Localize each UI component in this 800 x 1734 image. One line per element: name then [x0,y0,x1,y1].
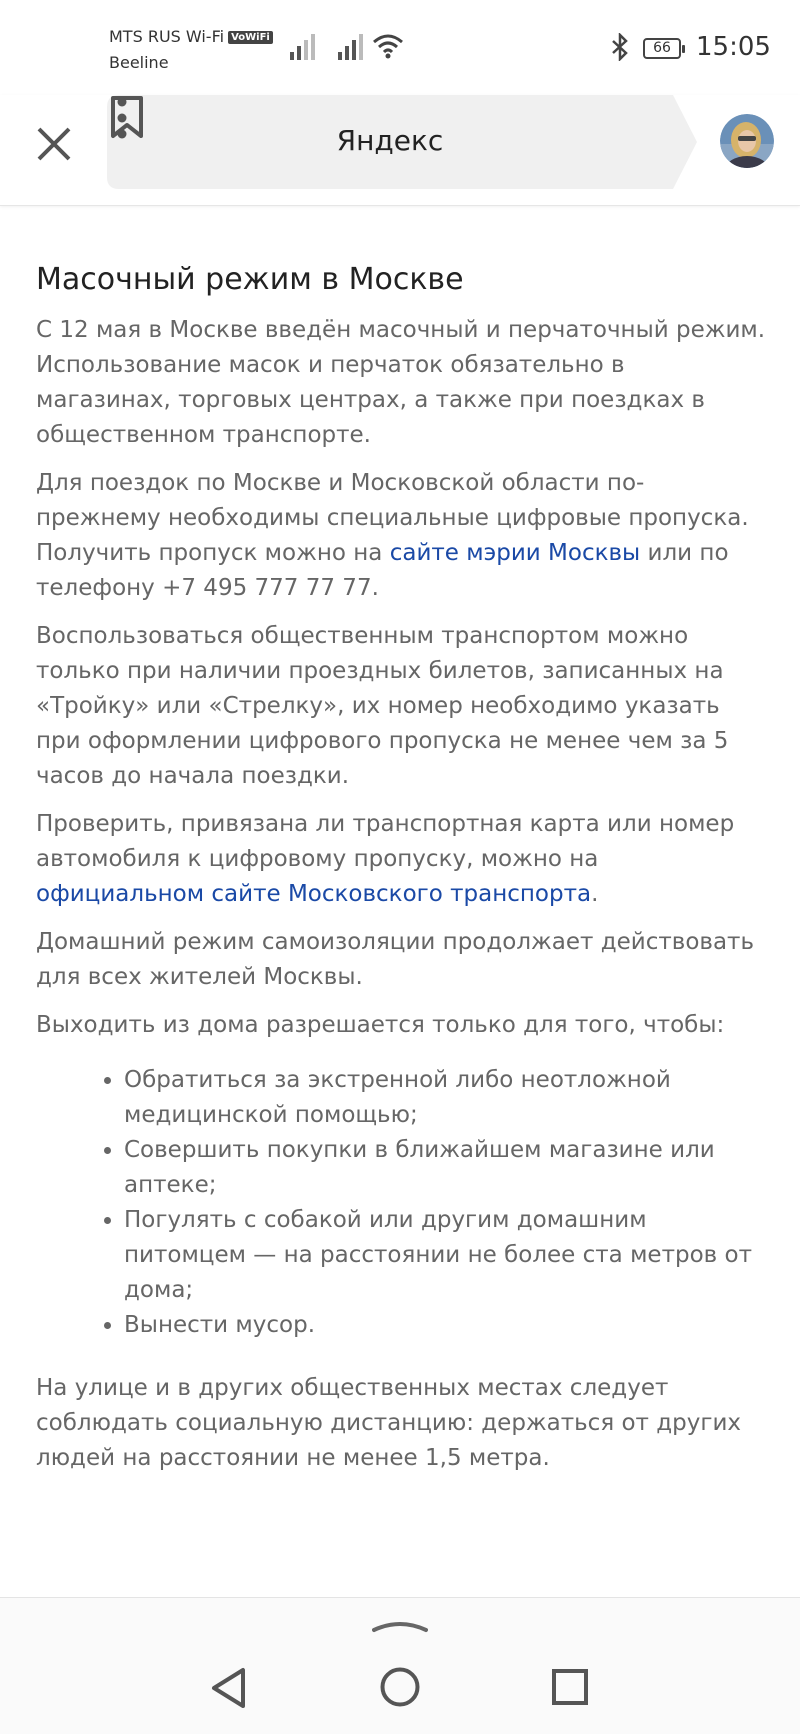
paragraph-digital-passes [36,466,766,606]
system-navigation-bar [0,1597,800,1734]
paragraph-allowed-intro: Выходить из дома разрешается только для того, чтобы: [36,1012,725,1038]
list-item: • Погулять с собакой или другим домашним питомцем — на расстоянии не более ста метров от дома; [124,1203,766,1308]
carrier-1-label: MTS RUS Wi-Fi [109,27,225,46]
paragraph-text: Проверить, привязана ли транспортная карта или номер автомобиля к цифровому пропуску, можно на [36,811,735,872]
mayor-site-link[interactable]: сайте мэрии Москвы [389,540,641,566]
paragraph-social-distance: На улице и в других общественных местах следует соблюдать социальную дистанцию: держаться от других людей на расстоянии не менее 1,5 метра. [36,1375,742,1471]
site-title[interactable]: Яндекс [336,124,444,157]
allowed-reasons-list [36,1063,766,1343]
avatar[interactable] [720,114,774,168]
paragraph-self-isolation: Домашний режим самоизоляции продолжает действовать для всех жителей Москвы. [36,929,754,990]
carrier-secondary: Beeline [109,53,169,72]
paragraph-transport-check [36,807,766,912]
browser-toolbar [0,95,800,206]
status-bar [0,0,800,95]
carrier-primary [109,27,273,46]
paragraph-mask-regime: С 12 мая в Москве введён масочный и перчаточный режим. Использование масок и перчаток обязательно в магазинах, торговых центрах, а также при поездках в общественном транспорте. [36,317,766,448]
article-title: Масочный режим в Москве [36,262,464,297]
paragraph-text: Для поездок по Москве и Московской области по-прежнему необходимы специальные цифровые пропуска. Получить пропуск можно на [36,470,749,566]
signal-strength-icon [290,32,320,60]
chevron-up-icon[interactable] [372,1614,428,1634]
article [36,260,766,1489]
home-circle-icon[interactable] [379,1666,421,1708]
address-bar[interactable] [107,95,697,189]
battery-indicator: 66 [643,38,681,59]
list-item: • Обратиться за экстренной либо неотложной медицинской помощью; [124,1063,766,1133]
paragraph-text: или по телефону +7 495 777 77 77. [36,540,729,601]
vowifi-badge: VoWiFi [228,31,273,44]
back-triangle-icon[interactable] [209,1666,249,1710]
transport-site-link[interactable]: официальном сайте Московского транспорта [36,881,592,907]
list-item: • Совершить покупки в ближайшем магазине или аптеке; [124,1133,766,1203]
close-icon[interactable] [30,120,78,168]
signal-strength-icon [338,32,368,60]
clock: 15:05 [696,32,771,62]
paragraph-public-transport: Воспользоваться общественным транспортом можно только при наличии проездных билетов, записанных на «Тройку» или «Стрелку», их номер необходимо указать при оформлении цифрового пропуска не менее чем за 5 часов до начала поездки. [36,623,729,789]
bluetooth-icon [610,33,630,61]
kebab-menu-icon[interactable] [107,95,137,141]
wifi-icon [372,33,404,59]
recent-square-icon[interactable] [551,1668,589,1706]
list-item: • Вынести мусор. [124,1308,766,1343]
paragraph-text: . [591,881,599,907]
